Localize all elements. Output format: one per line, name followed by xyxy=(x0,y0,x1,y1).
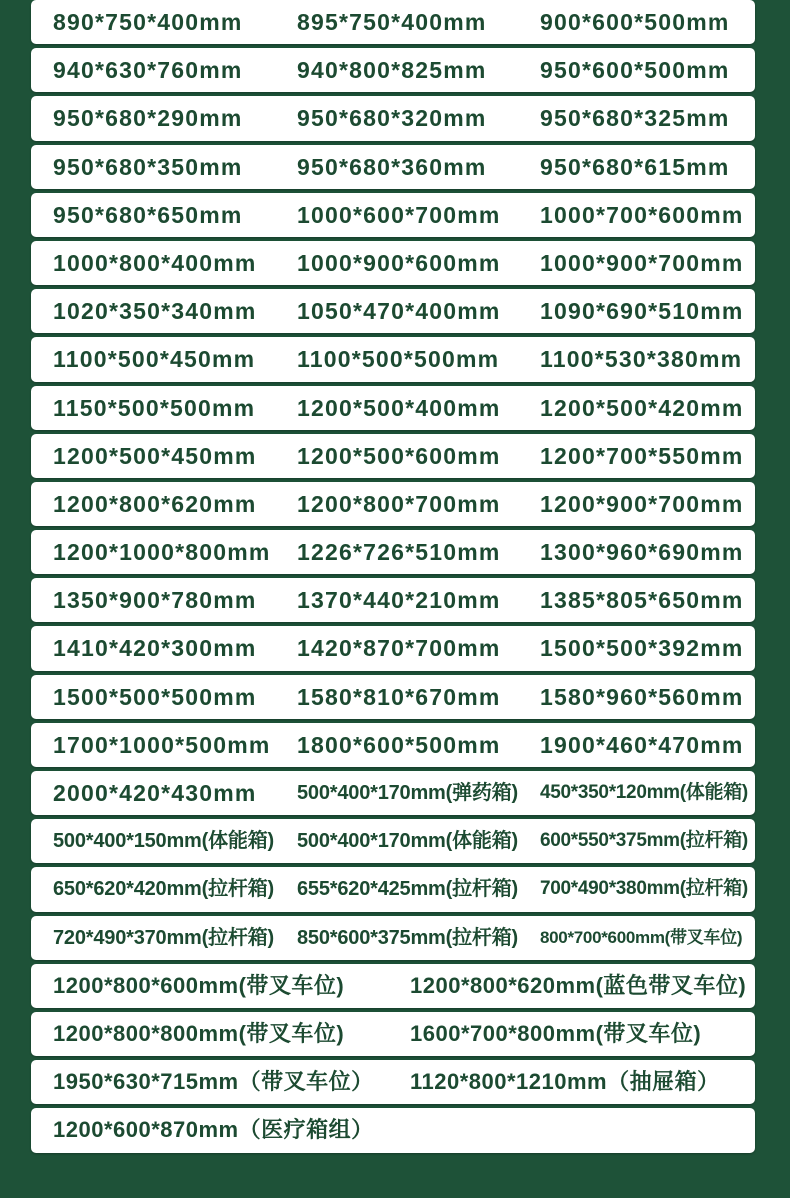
size-spec: 950*680*350mm xyxy=(53,153,243,180)
size-spec: 600*550*375mm(拉杆箱) xyxy=(540,830,748,852)
size-row xyxy=(31,96,755,140)
size-spec: 1200*800*600mm(带叉车位) xyxy=(53,972,345,998)
size-spec: 1200*800*620mm xyxy=(53,490,257,517)
size-row xyxy=(31,723,755,767)
size-spec: 1350*900*780mm xyxy=(53,587,257,614)
size-spec: 890*750*400mm xyxy=(53,9,243,35)
size-spec: 1000*900*600mm xyxy=(297,249,501,276)
size-spec: 1000*700*600mm xyxy=(540,201,744,228)
size-spec: 1020*350*340mm xyxy=(53,298,257,325)
size-spec: 895*750*400mm xyxy=(297,9,487,35)
size-spec: 940*630*760mm xyxy=(53,57,243,84)
size-spec: 1580*960*560mm xyxy=(540,683,744,710)
size-row xyxy=(31,193,755,237)
size-spec: 950*680*320mm xyxy=(297,105,487,132)
size-row xyxy=(31,675,755,719)
size-spec: 1200*1000*800mm xyxy=(53,539,271,566)
size-spec: 1370*440*210mm xyxy=(297,587,501,614)
size-row xyxy=(31,145,755,189)
size-spec: 1500*500*392mm xyxy=(540,635,744,662)
size-spec: 1200*700*550mm xyxy=(540,442,744,469)
size-row xyxy=(31,964,755,1008)
size-spec: 500*400*150mm(体能箱) xyxy=(53,830,274,853)
size-spec: 1200*800*620mm(蓝色带叉车位) xyxy=(410,972,747,998)
size-row xyxy=(31,386,755,430)
size-spec: 700*490*380mm(拉杆箱) xyxy=(540,878,748,900)
size-row xyxy=(31,1108,755,1152)
size-row xyxy=(31,337,755,381)
size-spec: 1200*500*450mm xyxy=(53,442,257,469)
size-spec: 1226*726*510mm xyxy=(297,539,501,566)
size-spec: 950*680*325mm xyxy=(540,105,730,132)
size-spec: 1580*810*670mm xyxy=(297,683,501,710)
size-row xyxy=(31,1060,755,1104)
size-spec: 1200*500*400mm xyxy=(297,394,501,421)
size-spec: 1000*600*700mm xyxy=(297,201,501,228)
size-spec: 1950*630*715mm（带叉车位） xyxy=(53,1069,374,1095)
size-spec: 1410*420*300mm xyxy=(53,635,257,662)
size-spec: 1385*805*650mm xyxy=(540,587,744,614)
size-spec: 1150*500*500mm xyxy=(53,394,256,421)
size-spec: 1200*500*420mm xyxy=(540,394,744,421)
size-spec: 850*600*375mm(拉杆箱) xyxy=(297,926,518,949)
size-spec: 1120*800*1210mm（抽屉箱） xyxy=(410,1069,720,1095)
size-row xyxy=(31,867,755,911)
size-row xyxy=(31,241,755,285)
size-row xyxy=(31,289,755,333)
size-row xyxy=(31,771,755,815)
size-spec: 655*620*425mm(拉杆箱) xyxy=(297,878,518,901)
size-spec: 1200*600*870mm（医疗箱组） xyxy=(53,1117,374,1143)
size-spec: 1200*800*700mm xyxy=(297,490,501,517)
size-spec: 500*400*170mm(体能箱) xyxy=(297,830,518,853)
size-spec: 650*620*420mm(拉杆箱) xyxy=(53,878,274,901)
size-spec: 1420*870*700mm xyxy=(297,635,501,662)
size-spec: 1300*960*690mm xyxy=(540,539,744,566)
size-row xyxy=(31,1012,755,1056)
size-spec: 1200*900*700mm xyxy=(540,490,744,517)
size-spec: 1200*500*600mm xyxy=(297,442,501,469)
size-spec: 1900*460*470mm xyxy=(540,731,744,758)
size-spec: 900*600*500mm xyxy=(540,9,730,35)
size-spec: 950*680*290mm xyxy=(53,105,243,132)
size-spec: 1500*500*500mm xyxy=(53,683,257,710)
size-spec: 1090*690*510mm xyxy=(540,298,744,325)
size-spec: 1600*700*800mm(带叉车位) xyxy=(410,1020,702,1046)
size-row xyxy=(31,434,755,478)
size-spec: 1100*500*450mm xyxy=(53,346,256,373)
size-row xyxy=(31,530,755,574)
size-spec: 720*490*370mm(拉杆箱) xyxy=(53,926,274,949)
size-spec: 1700*1000*500mm xyxy=(53,731,271,758)
size-spec: 1800*600*500mm xyxy=(297,731,501,758)
size-row xyxy=(31,819,755,863)
size-spec: 1200*800*800mm(带叉车位) xyxy=(53,1020,345,1046)
size-row xyxy=(31,626,755,670)
size-spec: 1100*500*500mm xyxy=(297,346,500,373)
size-spec: 950*680*650mm xyxy=(53,201,243,228)
size-row xyxy=(31,916,755,960)
size-spec: 1000*800*400mm xyxy=(53,249,257,276)
size-spec: 500*400*170mm(弹药箱) xyxy=(297,782,518,804)
size-spec: 1100*530*380mm xyxy=(540,346,743,373)
size-spec: 940*800*825mm xyxy=(297,57,487,84)
size-list xyxy=(31,0,755,1153)
size-spec: 950*680*615mm xyxy=(540,153,730,180)
size-row xyxy=(31,48,755,92)
size-spec: 1000*900*700mm xyxy=(540,249,744,276)
size-spec: 950*600*500mm xyxy=(540,57,730,84)
size-spec: 950*680*360mm xyxy=(297,153,487,180)
size-spec: 450*350*120mm(体能箱) xyxy=(540,782,748,803)
size-spec: 2000*420*430mm xyxy=(53,780,257,806)
size-spec: 800*700*600mm(带叉车位) xyxy=(540,927,743,947)
size-spec: 1050*470*400mm xyxy=(297,298,501,325)
size-row xyxy=(31,482,755,526)
size-row xyxy=(31,578,755,622)
size-row xyxy=(31,0,755,44)
